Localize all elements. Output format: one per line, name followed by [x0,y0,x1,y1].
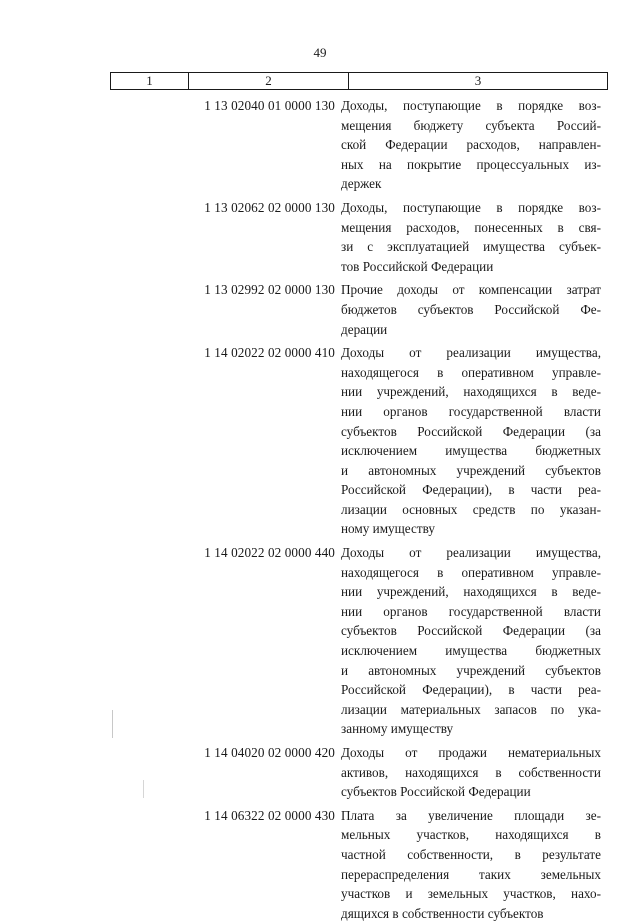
column-header-2: 2 [189,73,349,89]
scan-artifact [112,710,113,738]
description-line: бюджетов субъектов Российской Фе- [341,301,601,317]
income-code: 1 14 02022 02 0000 410 [204,345,335,361]
description-line: ской Федерации расходов, направлен- [341,137,601,153]
description-line: нии органов государственной власти [341,603,601,619]
description-line: исключением имущества бюджетных [341,443,601,459]
scan-artifact [143,780,144,798]
table-row [0,743,640,802]
description-line: субъектов Российской Федерации [341,784,531,800]
table-row [0,198,640,276]
description-line: частной собственности, в результате [341,846,601,862]
description-line: мельных участков, находящихся в [341,827,601,843]
column-header-row [110,72,608,90]
page-number: 49 [313,45,327,60]
description-line: нии органов государственной власти [341,403,601,419]
description-line: мещения расходов, понесенных в свя- [341,219,601,235]
description-line: нии учреждений, находящихся в веде- [341,584,601,600]
description-line: Прочие доходы от компенсации затрат [341,282,601,298]
income-code: 1 13 02992 02 0000 130 [204,282,335,298]
description-line: Российской Федерации), в части реа- [341,682,601,698]
income-description [341,743,601,802]
description-line: Российской Федерации), в части реа- [341,482,601,498]
description-line: занному имуществу [341,721,454,737]
income-code: 1 13 02040 01 0000 130 [204,98,335,113]
description-line: лизации материальных запасов по ука- [341,701,601,717]
description-line: тов Российской Федерации [341,258,494,274]
description-line: участков и земельных участков, нахо- [341,886,601,902]
table-row [0,806,640,923]
description-line: ных на покрытие процессуальных из- [341,156,601,172]
income-code: 1 14 04020 02 0000 420 [204,745,335,760]
income-description [341,280,601,339]
description-line: Плата за увеличение площади зе- [341,807,601,823]
description-line: активов, находящихся в собственности [341,764,601,780]
description-line: дерации [341,321,388,337]
income-code: 1 13 02062 02 0000 130 [204,199,335,215]
description-line: лизации основных средств по указан- [341,501,601,517]
description-line: ному имуществу [341,521,435,537]
column-header-3: 3 [474,73,482,88]
description-line: Доходы, поступающие в порядке воз- [341,98,601,113]
income-description [341,806,601,923]
description-line: и автономных учреждений субъектов [341,462,601,478]
description-line: и автономных учреждений субъектов [341,662,601,678]
income-description [341,343,601,539]
table-row [0,343,640,539]
description-line: исключением имущества бюджетных [341,643,601,659]
income-code: 1 14 06322 02 0000 430 [204,807,335,823]
income-description [341,198,601,276]
description-line: Доходы от реализации имущества, [341,545,601,561]
description-line: субъектов Российской Федерации (за [341,623,601,639]
description-line: нии учреждений, находящихся в веде- [341,384,601,400]
description-line: Доходы от продажи нематериальных [341,745,601,760]
description-line: держек [341,176,382,192]
description-line: мещения бюджету субъекта Россий- [341,117,601,133]
description-line: находящегося в оперативном управле- [341,364,601,380]
description-line: находящегося в оперативном управле- [341,564,601,580]
description-line: субъектов Российской Федерации (за [341,423,601,439]
description-line: дящихся в собственности субъектов [341,905,544,921]
income-description [341,96,601,194]
description-line: Доходы от реализации имущества, [341,345,601,361]
table-row [0,280,640,339]
table-row [0,96,640,194]
income-code: 1 14 02022 02 0000 440 [204,545,335,561]
income-codes-table [0,96,640,923]
description-line: зи с эксплуатацией имущества субъек- [341,239,601,255]
description-line: перераспределения таких земельных [341,866,601,882]
income-description [341,543,601,739]
description-line: Доходы, поступающие в порядке воз- [341,199,601,215]
table-row [0,543,640,739]
column-header-1: 1 [111,73,189,89]
